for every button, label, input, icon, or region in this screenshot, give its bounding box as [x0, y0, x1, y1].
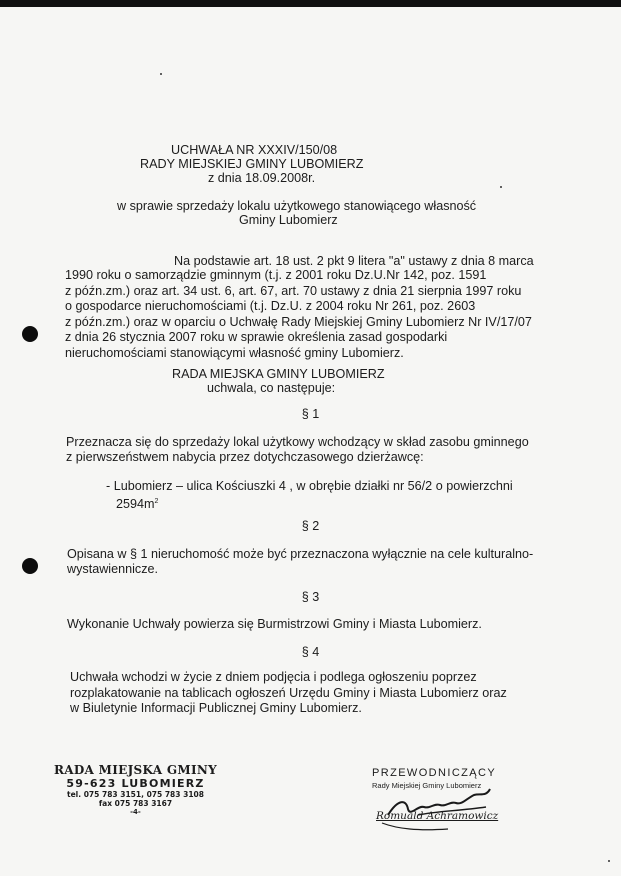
preamble-line: nieruchomościami stanowiącymi własność gminy Lubomierz. [65, 345, 404, 360]
subject-line: w sprawie sprzedaży lokalu użytkowego stanowiącego własność [117, 199, 477, 213]
council-resolves: RADA MIEJSKA GMINY LUBOMIERZ [172, 367, 385, 381]
preamble-line: Na podstawie art. 18 ust. 2 pkt 9 litera "a" ustawy z dnia 8 marca [174, 254, 534, 268]
preamble-line: z późn.zm.) oraz w oparciu o Uchwałę Rady Miejskiej Gminy Lubomierz Nr IV/17/07 [65, 314, 532, 329]
handwritten-signature [378, 785, 508, 833]
council-name: RADY MIEJSKIEJ GMINY LUBOMIERZ [140, 157, 364, 171]
section-text: z pierwszeństwem nabycia przez dotychczasowego dzierżawcę: [66, 450, 424, 464]
subject-line: Gminy Lubomierz [239, 213, 338, 227]
section-heading: § 4 [301, 645, 320, 659]
section-heading: § 2 [301, 519, 320, 533]
section-text: Wykonanie Uchwały powierza się Burmistrzowi Gminy i Miasta Lubomierz. [67, 617, 482, 631]
scan-speck [608, 860, 610, 862]
section-text: rozplakatowanie na tablicach ogłoszeń Urzędu Gminy i Miasta Lubomierz oraz [70, 685, 507, 700]
stamp-line: -4- [130, 808, 141, 816]
stamp-line: 59-623 LUBOMIERZ [66, 777, 205, 790]
punch-hole [22, 326, 38, 342]
list-item: - Lubomierz – ulica Kościuszki 4 , w obrębie działki nr 56/2 o powierzchni [106, 479, 513, 493]
section-text: Uchwała wchodzi w życie z dniem podjęcia i podlega ogłoszeniu poprzez [70, 670, 477, 684]
area-value: 2594m [116, 497, 155, 512]
preamble-line: z dnia 26 stycznia 2007 roku w sprawie określenia zasad gospodarki [65, 330, 448, 344]
list-item [116, 494, 158, 512]
stamp-phone: tel. 075 783 3151, 075 783 3108 [67, 790, 204, 799]
section-text: w Biuletynie Informacji Publicznej Gminy Lubomierz. [70, 701, 362, 715]
resolution-number: UCHWAŁA NR XXXIV/150/08 [171, 143, 338, 157]
section-heading: § 1 [301, 407, 320, 421]
section-text: Przeznacza się do sprzedaży lokal użytkowy wchodzący w skład zasobu gminnego [66, 435, 529, 449]
area-exponent: 2 [154, 498, 159, 505]
section-heading: § 3 [301, 590, 320, 604]
preamble-line: o gospodarce nieruchomościami (t.j. Dz.U. z 2004 roku Nr 261, poz. 2603 [65, 299, 476, 313]
chairman-name: Romuald Achramowicz [376, 810, 499, 822]
scan-speck [160, 73, 162, 75]
stamp-line: RADA MIEJSKA GMINY [53, 763, 218, 777]
resolution-date: z dnia 18.09.2008r. [208, 171, 316, 185]
stamp-fax: fax 075 783 3167 [98, 799, 173, 808]
scan-speck [500, 186, 502, 188]
preamble-line: z późn.zm.) oraz art. 34 ust. 6, art. 67, art. 70 ustawy z dnia 21 sierpnia 1997 roku [65, 283, 522, 298]
section-text: Opisana w § 1 nieruchomość może być przeznaczona wyłącznie na cele kulturalno- [67, 547, 534, 561]
section-text: wystawiennicze. [67, 562, 158, 576]
scan-edge [0, 0, 621, 7]
council-stamp [48, 763, 223, 816]
preamble [65, 268, 539, 361]
punch-hole [22, 558, 38, 574]
section-text-block [70, 670, 543, 717]
chairman-title: PRZEWODNICZĄCY [372, 767, 497, 779]
preamble-line: 1990 roku o samorządzie gminnym (t.j. z 2001 roku Dz.U.Nr 142, poz. 1591 [65, 268, 487, 282]
chairman-subtitle: Rady Miejskiej Gminy Lubomierz [372, 781, 482, 790]
council-resolves: uchwala, co następuje: [207, 381, 336, 395]
